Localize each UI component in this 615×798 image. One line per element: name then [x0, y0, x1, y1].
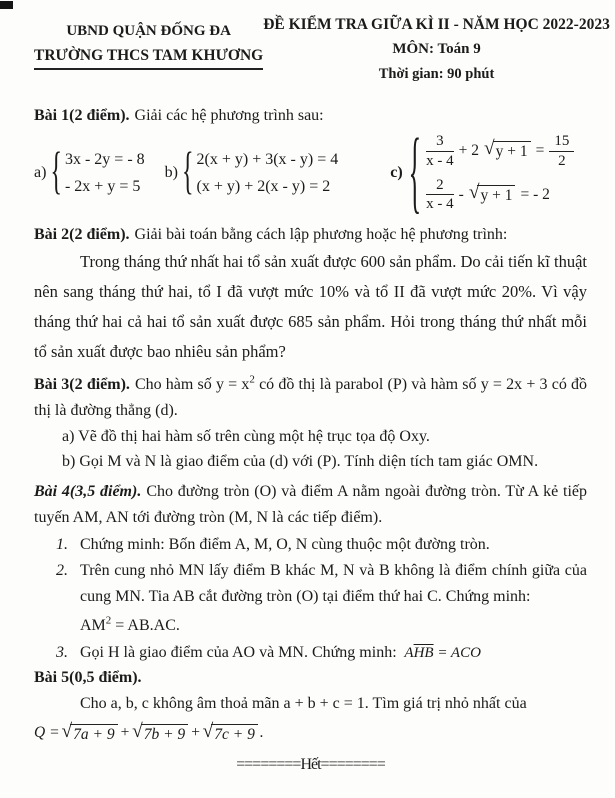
formula-rest: = AB.AC. — [111, 617, 180, 635]
system-c-label: c) — [390, 164, 403, 182]
item-text-main: Gọi H là giao điểm của AO và MN. Chứng minh: — [80, 644, 397, 662]
fraction — [426, 133, 454, 170]
equals-sign: = — [535, 142, 545, 160]
school-name: TRƯỜNG THCS TAM KHƯƠNG — [34, 47, 263, 70]
problem-4-list — [34, 532, 587, 666]
left-brace: { — [181, 144, 194, 200]
header-left-block — [34, 16, 263, 83]
exam-header — [34, 16, 610, 83]
exam-subject: MÔN: Toán 9 — [392, 41, 481, 57]
system-a-label: a) — [34, 164, 47, 182]
numerator: 15 — [549, 133, 574, 152]
exponent: 2 — [249, 373, 255, 386]
operator: - — [458, 185, 464, 203]
problem-3-item-a: a) Vẽ đồ thị hai hàm số trên cùng một hệ trục tọa độ Oxy. — [62, 428, 430, 446]
problem-1-intro: Giải các hệ phương trình sau: — [134, 107, 324, 124]
problem-2-heading-line — [34, 226, 587, 244]
problem-4-label: Bài 4(3,5 điểm). — [34, 483, 142, 501]
exam-duration: Thời gian: 90 phút — [378, 66, 495, 82]
exponent: 2 — [105, 614, 112, 627]
plus-sign: + — [119, 724, 131, 742]
radical-sign: √ — [132, 721, 143, 743]
problem-1-heading-line — [34, 107, 587, 125]
equation: - 2x + y = 5 — [64, 178, 141, 196]
equation — [426, 133, 574, 170]
item-text-main: Trên cung nhỏ MN lấy điểm B khác M, N và B không là điểm chính giữa của cung MN. Tia AB cắt đường tròn (O) tại điểm thứ hai C. Chứng minh: — [80, 562, 587, 606]
problem-5-intro: Cho a, b, c không âm thoả mãn a + b + c = 1. Tìm giá trị nhỏ nhất của — [80, 695, 527, 713]
denominator: 2 — [558, 152, 566, 169]
period: . — [259, 724, 264, 742]
square-root — [61, 721, 118, 744]
problem-1-systems — [34, 119, 587, 223]
problem-3-item-b: b) Gọi M và N là giao điểm của (d) với (P). Tính diện tích tam giác OMN. — [62, 453, 539, 471]
header-right-block — [263, 16, 610, 83]
problem-3-text: Cho hàm số y = x — [134, 376, 250, 394]
system-c — [390, 119, 574, 223]
system-a-equations — [65, 146, 145, 200]
plus-sign: + — [190, 724, 201, 742]
exam-title: ĐỀ KIỂM TRA GIỮA KÌ II - NĂM HỌC 2022-2023 — [263, 16, 610, 33]
radicand: y + 1 — [493, 141, 531, 161]
system-b-equations — [197, 146, 339, 200]
formula-base: AM — [80, 617, 106, 635]
left-brace: { — [408, 119, 422, 223]
problem-2-body: Trong tháng thứ nhất hai tổ sản xuất được 600 sản phẩm. Do cải tiến kĩ thuật nên sang tháng thứ hai, tổ I đã vượt mức 10% và tổ II đã vượt mức 20%. Vì vậy tháng thứ hai cả hai tổ sản xuất được 685 sản phẩm. Hỏi trong tháng thứ nhất mỗi tổ sản xuất được bao nhiêu sản phẩm? — [34, 252, 587, 362]
item-number: 2. — [56, 562, 68, 580]
item-text — [80, 558, 587, 640]
list-item — [34, 532, 587, 558]
problem-3-label: Bài 3(2 điểm). — [34, 376, 130, 394]
item-number: 3. — [56, 644, 68, 662]
equation-angles — [401, 645, 481, 661]
square-root — [132, 721, 188, 744]
end-marker: ========Hết======== — [236, 756, 385, 773]
district-name: UBND QUẬN ĐỐNG ĐA — [66, 23, 231, 39]
system-b-label: b) — [164, 164, 178, 182]
problem-4-intro — [34, 479, 587, 531]
square-root — [484, 138, 531, 161]
angle-hb: $\overline{HB}$ — [413, 645, 434, 662]
angle-aco: ACO — [450, 645, 481, 662]
equals-sign: = — [433, 645, 451, 662]
fraction — [426, 177, 454, 214]
radical-sign: √ — [468, 181, 480, 203]
equation: 3x - 2y = - 8 — [64, 151, 145, 169]
square-root — [202, 721, 258, 744]
fraction — [549, 133, 574, 170]
system-c-equations — [426, 133, 574, 213]
problem-3-text-cont: có đồ thị là parabol (P) và hàm số y = 2x + 3 có đồ thị là đường thẳng (d). — [34, 376, 588, 420]
radical-sign: √ — [61, 721, 73, 743]
scan-artifact — [0, 1, 13, 9]
item-text: Chứng minh: Bốn điểm A, M, O, N cùng thuộc một đường tròn. — [80, 536, 490, 554]
equals-rhs: = - 2 — [520, 185, 550, 203]
equation: (x + y) + 2(x - y) = 2 — [196, 178, 331, 196]
denominator: x - 4 — [426, 152, 454, 169]
problem-1-label: Bài 1(2 điểm). — [34, 107, 130, 124]
system-b — [165, 146, 339, 200]
equation: 2(x + y) + 3(x - y) = 4 — [196, 151, 339, 169]
radicand: 7b + 9 — [141, 724, 188, 744]
radical-sign: √ — [484, 138, 495, 160]
problem-3-intro — [34, 372, 587, 424]
numerator: 3 — [426, 133, 454, 152]
system-a — [34, 146, 145, 200]
problem-2-intro: Giải bài toán bằng cách lập phương hoặc hệ phương trình: — [134, 226, 508, 244]
item-number: 1. — [56, 536, 68, 554]
equation — [426, 177, 574, 214]
angle-a: A — [404, 645, 414, 662]
list-item — [34, 640, 587, 666]
problem-2-label: Bài 2(2 điểm). — [34, 226, 130, 244]
formula-lhs: Q = — [34, 724, 60, 742]
list-item — [34, 558, 587, 640]
item-text — [80, 640, 587, 666]
radical-sign: √ — [202, 721, 214, 743]
equation-q — [34, 721, 587, 744]
numerator: 2 — [426, 177, 454, 196]
radicand: 7a + 9 — [70, 724, 117, 744]
operator: + 2 — [458, 142, 480, 160]
equation-am-squared — [80, 613, 587, 639]
problem-5-label: Bài 5(0,5 điểm). — [34, 669, 142, 687]
denominator: x - 4 — [426, 196, 454, 213]
problem-4-text: Cho đường tròn (O) và điểm A nằm ngoài đường tròn. Từ A kẻ tiếp tuyến AM, AN tới đường tròn (M, N là các tiếp điểm). — [34, 483, 588, 527]
radicand: y + 1 — [477, 185, 515, 205]
radicand: 7c + 9 — [211, 724, 258, 744]
left-brace: { — [50, 144, 62, 200]
square-root — [468, 181, 516, 205]
